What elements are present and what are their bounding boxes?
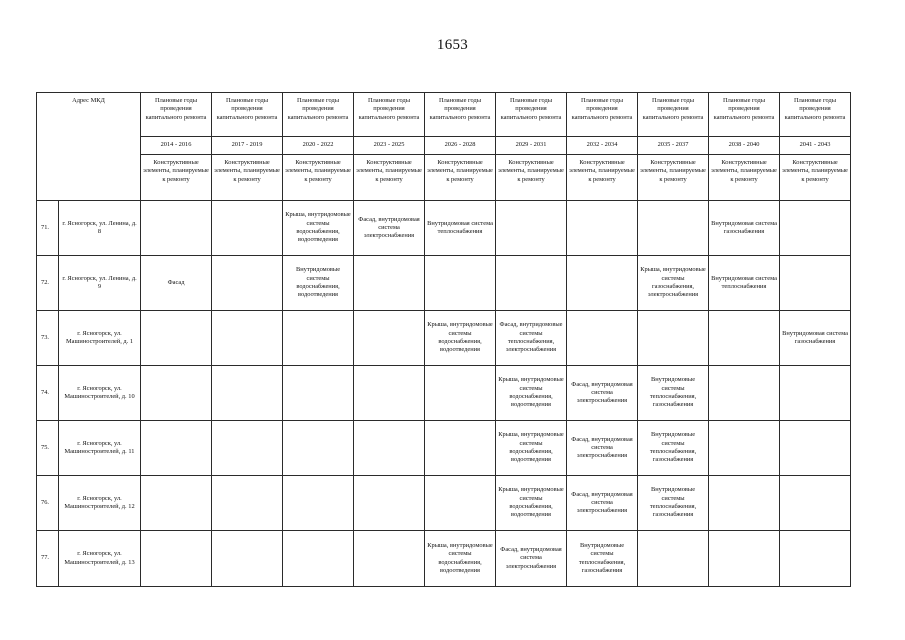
table-row — [37, 421, 851, 476]
repair-cell: Фасад, внутридомовая система электроснабжения — [567, 366, 638, 421]
years-header: Плановые годы проведения капитального ремонта — [358, 97, 420, 121]
table-row — [37, 311, 851, 366]
years-header-cell — [709, 93, 780, 137]
years-header: Плановые годы проведения капитального ремонта — [145, 97, 207, 121]
period-header: 2041 - 2043 — [780, 137, 851, 155]
repair-cell — [425, 366, 496, 421]
repair-cell — [354, 366, 425, 421]
repair-cell — [425, 421, 496, 476]
repair-cell: Крыша, внутридомовые системы водоснабжения, водоотведения — [496, 366, 567, 421]
repair-cell: Внутридомовая система газоснабжения — [780, 311, 851, 366]
repair-cell: Крыша, внутридомовые системы водоснабжения, водоотведения — [283, 201, 354, 256]
address-header-cell — [37, 93, 141, 201]
years-header: Плановые годы проведения капитального ремонта — [500, 97, 562, 121]
repair-cell — [709, 366, 780, 421]
row-number: 77. — [37, 531, 59, 587]
repair-cell — [638, 201, 709, 256]
row-number: 76. — [37, 476, 59, 531]
repair-cell: Внутридомовые системы теплоснабжения, газоснабжения — [638, 476, 709, 531]
elements-header: Конструктивные элементы, планируемые к ремонту — [427, 159, 493, 183]
repair-cell: Фасад — [141, 256, 212, 311]
table-row — [37, 256, 851, 311]
table-row — [37, 531, 851, 587]
repair-cell — [567, 201, 638, 256]
row-address: г. Ясногорск, ул. Машиностроителей, д. 1 — [59, 311, 141, 366]
repair-cell — [354, 476, 425, 531]
years-header-cell — [354, 93, 425, 137]
repair-cell — [354, 421, 425, 476]
years-header: Плановые годы проведения капитального ремонта — [713, 97, 775, 121]
repair-cell: Внутридомовая система теплоснабжения — [425, 201, 496, 256]
header-row-periods — [37, 137, 851, 155]
repair-cell — [212, 421, 283, 476]
repair-cell: Фасад, внутридомовая система электроснабжения — [354, 201, 425, 256]
address-header: Адрес МКД — [72, 97, 105, 104]
repair-cell: Крыша, внутридомовые системы газоснабжения, электроснабжения — [638, 256, 709, 311]
years-header-cell — [141, 93, 212, 137]
years-header: Плановые годы проведения капитального ремонта — [642, 97, 704, 121]
row-address: г. Ясногорск, ул. Машиностроителей, д. 11 — [59, 421, 141, 476]
elements-header-cell — [638, 155, 709, 201]
elements-header-cell — [496, 155, 567, 201]
repair-cell — [141, 421, 212, 476]
period-header: 2029 - 2031 — [496, 137, 567, 155]
repair-cell — [709, 476, 780, 531]
repair-cell — [283, 366, 354, 421]
header-row-years — [37, 93, 851, 137]
elements-header: Конструктивные элементы, планируемые к ремонту — [640, 159, 706, 183]
row-number: 75. — [37, 421, 59, 476]
capital-repair-schedule-table — [36, 92, 851, 587]
repair-cell: Крыша, внутридомовые системы водоснабжения, водоотведения — [425, 311, 496, 366]
page-number: 1653 — [436, 37, 469, 53]
repair-cell — [141, 531, 212, 587]
repair-cell — [567, 311, 638, 366]
row-address: г. Ясногорск, ул. Ленина, д. 9 — [59, 256, 141, 311]
elements-header-cell — [141, 155, 212, 201]
repair-cell — [283, 476, 354, 531]
elements-header: Конструктивные элементы, планируемые к ремонту — [285, 159, 351, 183]
repair-cell — [425, 256, 496, 311]
repair-cell: Фасад, внутридомовая система электроснабжения — [496, 531, 567, 587]
repair-cell — [354, 531, 425, 587]
repair-cell — [283, 421, 354, 476]
repair-cell — [780, 366, 851, 421]
repair-cell — [141, 311, 212, 366]
repair-cell: Крыша, внутридомовые системы водоснабжения, водоотведения — [496, 476, 567, 531]
repair-cell — [283, 531, 354, 587]
repair-cell — [709, 421, 780, 476]
period-header: 2023 - 2025 — [354, 137, 425, 155]
repair-cell — [780, 421, 851, 476]
period-header: 2017 - 2019 — [212, 137, 283, 155]
elements-header-cell — [425, 155, 496, 201]
repair-cell — [212, 366, 283, 421]
period-header: 2032 - 2034 — [567, 137, 638, 155]
row-address: г. Ясногорск, ул. Машиностроителей, д. 12 — [59, 476, 141, 531]
row-number: 71. — [37, 201, 59, 256]
elements-header: Конструктивные элементы, планируемые к ремонту — [711, 159, 777, 183]
repair-cell — [141, 366, 212, 421]
repair-cell: Внутридомовая система газоснабжения — [709, 201, 780, 256]
repair-cell — [780, 201, 851, 256]
repair-cell: Внутридомовые системы теплоснабжения, газоснабжения — [638, 421, 709, 476]
table-row — [37, 366, 851, 421]
repair-cell — [141, 476, 212, 531]
elements-header-cell — [780, 155, 851, 201]
period-header: 2035 - 2037 — [638, 137, 709, 155]
years-header: Плановые годы проведения капитального ремонта — [571, 97, 633, 121]
row-number: 73. — [37, 311, 59, 366]
repair-cell — [638, 311, 709, 366]
repair-cell — [496, 256, 567, 311]
repair-cell: Фасад, внутридомовая система электроснабжения — [567, 476, 638, 531]
years-header-cell — [283, 93, 354, 137]
elements-header-cell — [283, 155, 354, 201]
years-header-cell — [212, 93, 283, 137]
repair-cell — [567, 256, 638, 311]
years-header: Плановые годы проведения капитального ремонта — [287, 97, 349, 121]
repair-cell — [709, 311, 780, 366]
period-header: 2014 - 2016 — [141, 137, 212, 155]
years-header: Плановые годы проведения капитального ремонта — [429, 97, 491, 121]
repair-cell — [709, 531, 780, 587]
elements-header: Конструктивные элементы, планируемые к ремонту — [143, 159, 209, 183]
repair-cell: Внутридомовые системы теплоснабжения, газоснабжения — [567, 531, 638, 587]
row-address: г. Ясногорск, ул. Машиностроителей, д. 10 — [59, 366, 141, 421]
repair-cell — [212, 311, 283, 366]
row-number: 72. — [37, 256, 59, 311]
elements-header: Конструктивные элементы, планируемые к ремонту — [782, 159, 848, 183]
years-header-cell — [638, 93, 709, 137]
table-row — [37, 476, 851, 531]
repair-cell: Фасад, внутридомовая система электроснабжения — [567, 421, 638, 476]
elements-header: Конструктивные элементы, планируемые к ремонту — [214, 159, 280, 183]
repair-cell — [212, 201, 283, 256]
elements-header-cell — [709, 155, 780, 201]
repair-cell — [496, 201, 567, 256]
period-header: 2038 - 2040 — [709, 137, 780, 155]
repair-cell — [780, 256, 851, 311]
table-body — [37, 201, 851, 587]
years-header-cell — [567, 93, 638, 137]
elements-header: Конструктивные элементы, планируемые к ремонту — [356, 159, 422, 183]
elements-header: Конструктивные элементы, планируемые к ремонту — [569, 159, 635, 183]
row-number: 74. — [37, 366, 59, 421]
repair-cell — [780, 531, 851, 587]
table-row — [37, 201, 851, 256]
period-header: 2026 - 2028 — [425, 137, 496, 155]
repair-cell — [638, 531, 709, 587]
repair-cell — [780, 476, 851, 531]
years-header-cell — [780, 93, 851, 137]
elements-header-cell — [354, 155, 425, 201]
repair-cell — [354, 311, 425, 366]
repair-cell — [212, 256, 283, 311]
elements-header-cell — [212, 155, 283, 201]
header-row-elements — [37, 155, 851, 201]
repair-cell: Фасад, внутридомовые системы теплоснабжения, электроснабжения — [496, 311, 567, 366]
elements-header: Конструктивные элементы, планируемые к ремонту — [498, 159, 564, 183]
repair-cell — [425, 476, 496, 531]
repair-cell: Внутридомовые системы теплоснабжения, газоснабжения — [638, 366, 709, 421]
repair-cell — [141, 201, 212, 256]
years-header-cell — [496, 93, 567, 137]
repair-cell — [212, 531, 283, 587]
repair-cell: Внутридомовая система теплоснабжения — [709, 256, 780, 311]
row-address: г. Ясногорск, ул. Ленина, д. 8 — [59, 201, 141, 256]
period-header: 2020 - 2022 — [283, 137, 354, 155]
row-address: г. Ясногорск, ул. Машиностроителей, д. 13 — [59, 531, 141, 587]
repair-cell: Внутридомовые системы водоснабжения, водоотведения — [283, 256, 354, 311]
repair-cell — [283, 311, 354, 366]
years-header-cell — [425, 93, 496, 137]
repair-cell — [354, 256, 425, 311]
years-header: Плановые годы проведения капитального ремонта — [216, 97, 278, 121]
elements-header-cell — [567, 155, 638, 201]
years-header: Плановые годы проведения капитального ремонта — [784, 97, 846, 121]
repair-cell: Крыша, внутридомовые системы водоснабжения, водоотведения — [496, 421, 567, 476]
repair-cell — [212, 476, 283, 531]
repair-cell: Крыша, внутридомовые системы водоснабжения, водоотведения — [425, 531, 496, 587]
